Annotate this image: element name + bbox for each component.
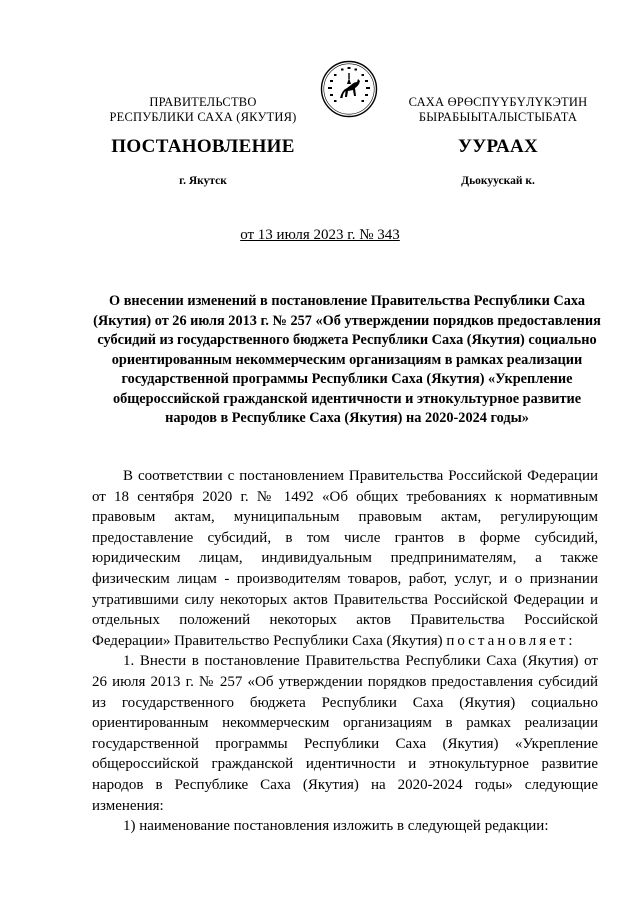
document-subject: О внесении изменений в постановление Правительства Республики Саха (Якутия) от 26 июля 2013 г. № 257 «Об утверждении порядков предоставления субсидий из государственного бюджета Республики Саха (Якутия) социально ориентированным некоммерческим организациям в рамках реализации государственной программы Республики Саха (Якутия) «Укрепление общероссийской гражданской идентичности и этнокультурное развитие народов в Республике Саха (Якутия) на 2020-2024 годы» (93, 293, 601, 426)
document-body (92, 466, 598, 837)
date-number: от 13 июля 2023 г. № 343 (240, 227, 400, 243)
header-left-line2: РЕСПУБЛИКИ САХА (ЯКУТИЯ) (109, 110, 297, 124)
header-right-line2: БЫРАБЫЫТАЛЫСТЫБАТА (418, 110, 578, 124)
header-right (393, 95, 603, 125)
decree-word: постановляет: (446, 632, 576, 649)
preamble-text: В соответствии с постановлением Правительства Российской Федерации от 18 сентября 2020 г. № 1492 «Об общих требованиях к нормативным правовым актам, муниципальным правовым актам, регулирующим предоставление субсидий, в том числе грантов в форме субсидий, юридическим лицам, индивидуальным предпринимателям, а также физическим лицам - производителям товаров, работ, услуг, и о признании утратившими силу некоторых актов Правительства Российской Федерации и отдельных положений некоторых актов Правительства Российской Федерации» Правительство Республики Саха (Якутия) (92, 468, 598, 649)
document-type-ru: ПОСТАНОВЛЕНИЕ (111, 136, 295, 157)
city-ru: г. Якутск (179, 175, 227, 187)
header-right-line1: САХА ӨРӨСПҮҮБҮЛҮКЭТИН (408, 95, 588, 109)
document-type-sah: УУРААХ (457, 136, 539, 157)
city-sah: Дьокуускай к. (461, 175, 535, 187)
header-left (98, 95, 308, 125)
paragraph-subitem-1: 1) наименование постановления изложить в следующей редакции: (123, 818, 549, 835)
date-number-line (0, 227, 640, 244)
paragraph-item-1: 1. Внести в постановление Правительства Республики Саха (Якутия) от 26 июля 2013 г. № 257 «Об утверждении порядков предоставления субсидий из государственного бюджета Республики Саха (Якутия) социально ориентированным некоммерческим организациям в рамках реализации государственной программы Республики Саха (Якутия) «Укрепление общероссийской гражданской идентичности и этнокультурное развитие народов в Республике Саха (Якутия) на 2020-2024 годы» следующие изменения: (92, 653, 598, 814)
coat-of-arms-icon (320, 60, 378, 118)
paragraph-preamble (92, 466, 598, 651)
header-left-line1: ПРАВИТЕЛЬСТВО (149, 95, 257, 109)
